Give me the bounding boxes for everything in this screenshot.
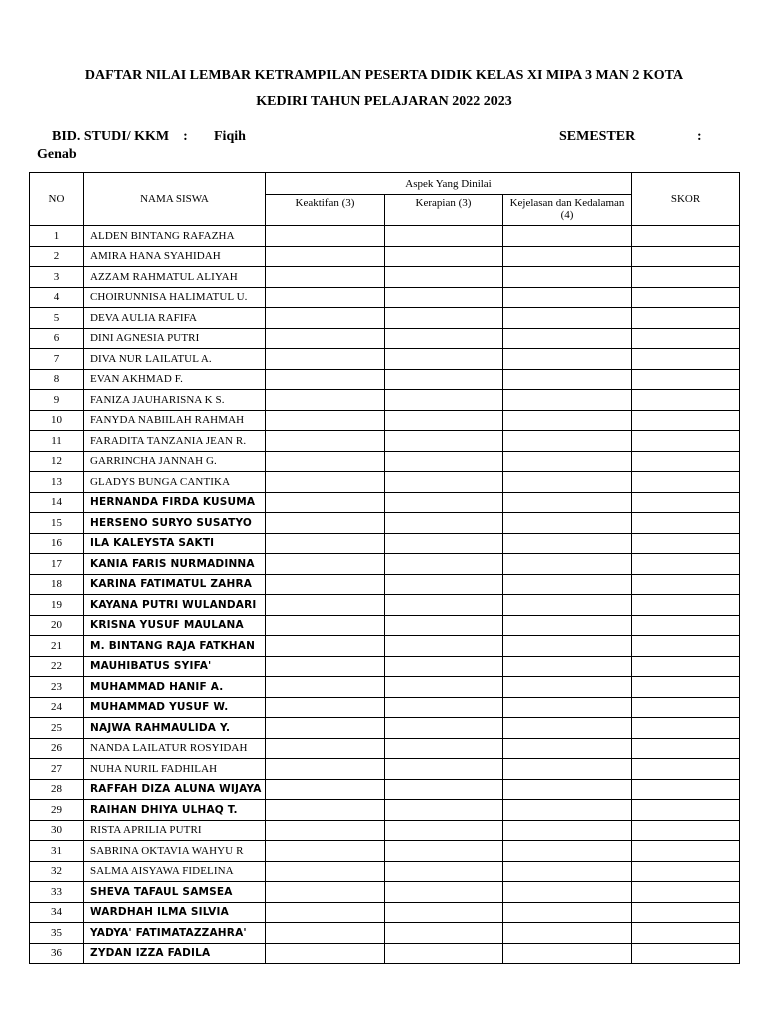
activeness-cell[interactable] bbox=[266, 615, 385, 636]
row-number: 28 bbox=[30, 779, 84, 800]
neatness-cell[interactable] bbox=[385, 472, 503, 493]
clarity-cell[interactable] bbox=[503, 718, 632, 739]
neatness-cell[interactable] bbox=[385, 308, 503, 329]
row-number: 34 bbox=[30, 902, 84, 923]
table-row bbox=[30, 656, 740, 677]
neatness-cell[interactable] bbox=[385, 902, 503, 923]
score-table bbox=[29, 172, 740, 964]
student-name: YADYA' FATIMATAZZAHRA' bbox=[84, 923, 266, 944]
clarity-cell[interactable] bbox=[503, 800, 632, 821]
clarity-cell[interactable] bbox=[503, 246, 632, 267]
neatness-cell[interactable] bbox=[385, 943, 503, 964]
student-name: MUHAMMAD HANIF A. bbox=[84, 677, 266, 698]
clarity-cell[interactable] bbox=[503, 595, 632, 616]
clarity-cell[interactable] bbox=[503, 390, 632, 411]
table-row bbox=[30, 759, 740, 780]
row-number: 23 bbox=[30, 677, 84, 698]
student-name: KANIA FARIS NURMADINNA bbox=[84, 554, 266, 575]
table-row bbox=[30, 390, 740, 411]
score-cell[interactable] bbox=[632, 656, 740, 677]
clarity-cell[interactable] bbox=[503, 472, 632, 493]
activeness-cell[interactable] bbox=[266, 328, 385, 349]
neatness-cell[interactable] bbox=[385, 328, 503, 349]
student-name: HERNANDA FIRDA KUSUMA bbox=[84, 492, 266, 513]
student-name: ALDEN BINTANG RAFAZHA bbox=[84, 226, 266, 247]
clarity-cell[interactable] bbox=[503, 533, 632, 554]
neatness-cell[interactable] bbox=[385, 841, 503, 862]
row-number: 22 bbox=[30, 656, 84, 677]
row-number: 16 bbox=[30, 533, 84, 554]
clarity-cell[interactable] bbox=[503, 902, 632, 923]
table-row bbox=[30, 882, 740, 903]
score-cell[interactable] bbox=[632, 882, 740, 903]
activeness-cell[interactable] bbox=[266, 410, 385, 431]
clarity-cell[interactable] bbox=[503, 287, 632, 308]
student-name: RAIHAN DHIYA ULHAQ T. bbox=[84, 800, 266, 821]
neatness-cell[interactable] bbox=[385, 677, 503, 698]
score-cell[interactable] bbox=[632, 820, 740, 841]
neatness-cell[interactable] bbox=[385, 615, 503, 636]
student-name: KRISNA YUSUF MAULANA bbox=[84, 615, 266, 636]
neatness-cell[interactable] bbox=[385, 882, 503, 903]
neatness-cell[interactable] bbox=[385, 513, 503, 534]
neatness-cell[interactable] bbox=[385, 554, 503, 575]
table-row bbox=[30, 923, 740, 944]
row-number: 9 bbox=[30, 390, 84, 411]
table-row bbox=[30, 410, 740, 431]
student-name: DEVA AULIA RAFIFA bbox=[84, 308, 266, 329]
activeness-cell[interactable] bbox=[266, 800, 385, 821]
header-assessed-aspects: Aspek Yang Dinilai bbox=[266, 173, 632, 195]
clarity-cell[interactable] bbox=[503, 882, 632, 903]
score-cell[interactable] bbox=[632, 431, 740, 452]
activeness-cell[interactable] bbox=[266, 636, 385, 657]
row-number: 27 bbox=[30, 759, 84, 780]
row-number: 12 bbox=[30, 451, 84, 472]
table-row bbox=[30, 738, 740, 759]
semester-colon: : bbox=[697, 129, 702, 144]
score-cell[interactable] bbox=[632, 554, 740, 575]
neatness-cell[interactable] bbox=[385, 369, 503, 390]
score-cell[interactable] bbox=[632, 472, 740, 493]
neatness-cell[interactable] bbox=[385, 349, 503, 370]
table-row bbox=[30, 287, 740, 308]
row-number: 15 bbox=[30, 513, 84, 534]
activeness-cell[interactable] bbox=[266, 226, 385, 247]
score-cell[interactable] bbox=[632, 451, 740, 472]
neatness-cell[interactable] bbox=[385, 533, 503, 554]
neatness-cell[interactable] bbox=[385, 800, 503, 821]
header-student-name: NAMA SISWA bbox=[84, 173, 266, 226]
header-clarity-depth: Kejelasan dan Kedalaman (4) bbox=[503, 195, 632, 226]
activeness-cell[interactable] bbox=[266, 779, 385, 800]
activeness-cell[interactable] bbox=[266, 472, 385, 493]
activeness-cell[interactable] bbox=[266, 738, 385, 759]
header-neatness: Kerapian (3) bbox=[385, 195, 503, 226]
row-number: 25 bbox=[30, 718, 84, 739]
activeness-cell[interactable] bbox=[266, 246, 385, 267]
neatness-cell[interactable] bbox=[385, 431, 503, 452]
table-row bbox=[30, 472, 740, 493]
row-number: 1 bbox=[30, 226, 84, 247]
student-name: FANIZA JAUHARISNA K S. bbox=[84, 390, 266, 411]
clarity-cell[interactable] bbox=[503, 861, 632, 882]
table-row bbox=[30, 226, 740, 247]
row-number: 36 bbox=[30, 943, 84, 964]
header-score: SKOR bbox=[632, 173, 740, 226]
row-number: 18 bbox=[30, 574, 84, 595]
clarity-cell[interactable] bbox=[503, 656, 632, 677]
activeness-cell[interactable] bbox=[266, 308, 385, 329]
table-row bbox=[30, 697, 740, 718]
document-title-line2: KEDIRI TAHUN PELAJARAN 2022 2023 bbox=[256, 94, 512, 109]
score-cell[interactable] bbox=[632, 513, 740, 534]
neatness-cell[interactable] bbox=[385, 226, 503, 247]
clarity-cell[interactable] bbox=[503, 759, 632, 780]
score-cell[interactable] bbox=[632, 902, 740, 923]
row-number: 7 bbox=[30, 349, 84, 370]
table-row bbox=[30, 677, 740, 698]
row-number: 10 bbox=[30, 410, 84, 431]
table-row bbox=[30, 800, 740, 821]
table-row bbox=[30, 574, 740, 595]
clarity-cell[interactable] bbox=[503, 738, 632, 759]
table-row bbox=[30, 943, 740, 964]
row-number: 4 bbox=[30, 287, 84, 308]
activeness-cell[interactable] bbox=[266, 287, 385, 308]
student-name: GLADYS BUNGA CANTIKA bbox=[84, 472, 266, 493]
activeness-cell[interactable] bbox=[266, 697, 385, 718]
table-row bbox=[30, 595, 740, 616]
neatness-cell[interactable] bbox=[385, 738, 503, 759]
student-name: M. BINTANG RAJA FATKHAN bbox=[84, 636, 266, 657]
clarity-cell[interactable] bbox=[503, 267, 632, 288]
neatness-cell[interactable] bbox=[385, 861, 503, 882]
clarity-cell[interactable] bbox=[503, 615, 632, 636]
neatness-cell[interactable] bbox=[385, 287, 503, 308]
subject-label: BID. STUDI/ KKM : bbox=[52, 129, 188, 144]
activeness-cell[interactable] bbox=[266, 882, 385, 903]
table-row bbox=[30, 636, 740, 657]
activeness-cell[interactable] bbox=[266, 492, 385, 513]
score-cell[interactable] bbox=[632, 595, 740, 616]
activeness-cell[interactable] bbox=[266, 759, 385, 780]
row-number: 35 bbox=[30, 923, 84, 944]
clarity-cell[interactable] bbox=[503, 513, 632, 534]
neatness-cell[interactable] bbox=[385, 656, 503, 677]
score-cell[interactable] bbox=[632, 369, 740, 390]
row-number: 14 bbox=[30, 492, 84, 513]
student-name: SHEVA TAFAUL SAMSEA bbox=[84, 882, 266, 903]
row-number: 30 bbox=[30, 820, 84, 841]
clarity-cell[interactable] bbox=[503, 697, 632, 718]
table-row bbox=[30, 820, 740, 841]
table-row bbox=[30, 615, 740, 636]
student-name: FARADITA TANZANIA JEAN R. bbox=[84, 431, 266, 452]
clarity-cell[interactable] bbox=[503, 492, 632, 513]
activeness-cell[interactable] bbox=[266, 574, 385, 595]
table-row bbox=[30, 861, 740, 882]
score-cell[interactable] bbox=[632, 246, 740, 267]
score-cell[interactable] bbox=[632, 943, 740, 964]
table-row bbox=[30, 328, 740, 349]
header-activeness: Keaktifan (3) bbox=[266, 195, 385, 226]
row-number: 13 bbox=[30, 472, 84, 493]
score-cell[interactable] bbox=[632, 759, 740, 780]
activeness-cell[interactable] bbox=[266, 513, 385, 534]
clarity-cell[interactable] bbox=[503, 410, 632, 431]
score-cell[interactable] bbox=[632, 308, 740, 329]
activeness-cell[interactable] bbox=[266, 820, 385, 841]
score-cell[interactable] bbox=[632, 718, 740, 739]
clarity-cell[interactable] bbox=[503, 943, 632, 964]
clarity-cell[interactable] bbox=[503, 841, 632, 862]
activeness-cell[interactable] bbox=[266, 431, 385, 452]
activeness-cell[interactable] bbox=[266, 841, 385, 862]
neatness-cell[interactable] bbox=[385, 246, 503, 267]
neatness-cell[interactable] bbox=[385, 390, 503, 411]
student-name: RAFFAH DIZA ALUNA WIJAYA bbox=[84, 779, 266, 800]
score-cell[interactable] bbox=[632, 800, 740, 821]
table-row bbox=[30, 369, 740, 390]
row-number: 3 bbox=[30, 267, 84, 288]
row-number: 24 bbox=[30, 697, 84, 718]
score-cell[interactable] bbox=[632, 615, 740, 636]
score-cell[interactable] bbox=[632, 349, 740, 370]
activeness-cell[interactable] bbox=[266, 677, 385, 698]
activeness-cell[interactable] bbox=[266, 902, 385, 923]
activeness-cell[interactable] bbox=[266, 861, 385, 882]
score-cell[interactable] bbox=[632, 410, 740, 431]
student-rows bbox=[30, 226, 740, 964]
student-name: DINI AGNESIA PUTRI bbox=[84, 328, 266, 349]
neatness-cell[interactable] bbox=[385, 820, 503, 841]
student-name: ZYDAN IZZA FADILA bbox=[84, 943, 266, 964]
row-number: 21 bbox=[30, 636, 84, 657]
header-no: NO bbox=[30, 173, 84, 226]
row-number: 17 bbox=[30, 554, 84, 575]
clarity-cell[interactable] bbox=[503, 574, 632, 595]
semester-value: Genab bbox=[37, 147, 77, 162]
table-row bbox=[30, 554, 740, 575]
score-cell[interactable] bbox=[632, 861, 740, 882]
neatness-cell[interactable] bbox=[385, 636, 503, 657]
student-name: HERSENO SURYO SUSATYO bbox=[84, 513, 266, 534]
neatness-cell[interactable] bbox=[385, 492, 503, 513]
row-number: 8 bbox=[30, 369, 84, 390]
score-cell[interactable] bbox=[632, 533, 740, 554]
student-name: GARRINCHA JANNAH G. bbox=[84, 451, 266, 472]
row-number: 32 bbox=[30, 861, 84, 882]
clarity-cell[interactable] bbox=[503, 820, 632, 841]
student-name: FANYDA NABIILAH RAHMAH bbox=[84, 410, 266, 431]
student-name: AZZAM RAHMATUL ALIYAH bbox=[84, 267, 266, 288]
score-cell[interactable] bbox=[632, 738, 740, 759]
clarity-cell[interactable] bbox=[503, 308, 632, 329]
student-name: NUHA NURIL FADHILAH bbox=[84, 759, 266, 780]
table-row bbox=[30, 431, 740, 452]
clarity-cell[interactable] bbox=[503, 226, 632, 247]
activeness-cell[interactable] bbox=[266, 451, 385, 472]
activeness-cell[interactable] bbox=[266, 554, 385, 575]
activeness-cell[interactable] bbox=[266, 943, 385, 964]
table-row bbox=[30, 841, 740, 862]
activeness-cell[interactable] bbox=[266, 369, 385, 390]
score-cell[interactable] bbox=[632, 677, 740, 698]
row-number: 33 bbox=[30, 882, 84, 903]
score-cell[interactable] bbox=[632, 287, 740, 308]
activeness-cell[interactable] bbox=[266, 718, 385, 739]
activeness-cell[interactable] bbox=[266, 267, 385, 288]
row-number: 19 bbox=[30, 595, 84, 616]
subject-value: Fiqih bbox=[214, 129, 246, 144]
table-row bbox=[30, 246, 740, 267]
clarity-cell[interactable] bbox=[503, 431, 632, 452]
neatness-cell[interactable] bbox=[385, 595, 503, 616]
score-cell[interactable] bbox=[632, 390, 740, 411]
activeness-cell[interactable] bbox=[266, 390, 385, 411]
clarity-cell[interactable] bbox=[503, 677, 632, 698]
semester-label: SEMESTER bbox=[559, 129, 636, 144]
score-cell[interactable] bbox=[632, 492, 740, 513]
score-cell[interactable] bbox=[632, 841, 740, 862]
clarity-cell[interactable] bbox=[503, 349, 632, 370]
neatness-cell[interactable] bbox=[385, 697, 503, 718]
neatness-cell[interactable] bbox=[385, 410, 503, 431]
neatness-cell[interactable] bbox=[385, 574, 503, 595]
table-row bbox=[30, 492, 740, 513]
student-name: EVAN AKHMAD F. bbox=[84, 369, 266, 390]
student-name: NANDA LAILATUR ROSYIDAH bbox=[84, 738, 266, 759]
activeness-cell[interactable] bbox=[266, 656, 385, 677]
document-title-line1: DAFTAR NILAI LEMBAR KETRAMPILAN PESERTA DIDIK KELAS XI MIPA 3 MAN 2 KOTA bbox=[84, 68, 684, 83]
table-row bbox=[30, 779, 740, 800]
table-row bbox=[30, 718, 740, 739]
neatness-cell[interactable] bbox=[385, 779, 503, 800]
student-name: WARDHAH ILMA SILVIA bbox=[84, 902, 266, 923]
clarity-cell[interactable] bbox=[503, 369, 632, 390]
score-cell[interactable] bbox=[632, 574, 740, 595]
clarity-cell[interactable] bbox=[503, 328, 632, 349]
clarity-cell[interactable] bbox=[503, 779, 632, 800]
neatness-cell[interactable] bbox=[385, 718, 503, 739]
row-number: 11 bbox=[30, 431, 84, 452]
student-name: RISTA APRILIA PUTRI bbox=[84, 820, 266, 841]
score-cell[interactable] bbox=[632, 267, 740, 288]
clarity-cell[interactable] bbox=[503, 554, 632, 575]
table-row bbox=[30, 902, 740, 923]
table-row bbox=[30, 513, 740, 534]
score-cell[interactable] bbox=[632, 636, 740, 657]
neatness-cell[interactable] bbox=[385, 759, 503, 780]
neatness-cell[interactable] bbox=[385, 267, 503, 288]
clarity-cell[interactable] bbox=[503, 923, 632, 944]
student-name: CHOIRUNNISA HALIMATUL U. bbox=[84, 287, 266, 308]
neatness-cell[interactable] bbox=[385, 451, 503, 472]
row-number: 2 bbox=[30, 246, 84, 267]
student-name: DIVA NUR LAILATUL A. bbox=[84, 349, 266, 370]
clarity-cell[interactable] bbox=[503, 451, 632, 472]
score-cell[interactable] bbox=[632, 226, 740, 247]
student-name: ILA KALEYSTA SAKTI bbox=[84, 533, 266, 554]
score-cell[interactable] bbox=[632, 779, 740, 800]
activeness-cell[interactable] bbox=[266, 349, 385, 370]
student-name: AMIRA HANA SYAHIDAH bbox=[84, 246, 266, 267]
row-number: 20 bbox=[30, 615, 84, 636]
student-name: MAUHIBATUS SYIFA' bbox=[84, 656, 266, 677]
row-number: 31 bbox=[30, 841, 84, 862]
table-row bbox=[30, 308, 740, 329]
neatness-cell[interactable] bbox=[385, 923, 503, 944]
table-row bbox=[30, 349, 740, 370]
student-name: SABRINA OKTAVIA WAHYU R bbox=[84, 841, 266, 862]
score-cell[interactable] bbox=[632, 923, 740, 944]
score-cell[interactable] bbox=[632, 697, 740, 718]
row-number: 26 bbox=[30, 738, 84, 759]
row-number: 29 bbox=[30, 800, 84, 821]
clarity-cell[interactable] bbox=[503, 636, 632, 657]
student-name: KARINA FATIMATUL ZAHRA bbox=[84, 574, 266, 595]
score-cell[interactable] bbox=[632, 328, 740, 349]
student-name: SALMA AISYAWA FIDELINA bbox=[84, 861, 266, 882]
table-row bbox=[30, 267, 740, 288]
student-name: KAYANA PUTRI WULANDARI bbox=[84, 595, 266, 616]
activeness-cell[interactable] bbox=[266, 923, 385, 944]
student-name: MUHAMMAD YUSUF W. bbox=[84, 697, 266, 718]
student-name: NAJWA RAHMAULIDA Y. bbox=[84, 718, 266, 739]
row-number: 6 bbox=[30, 328, 84, 349]
activeness-cell[interactable] bbox=[266, 595, 385, 616]
row-number: 5 bbox=[30, 308, 84, 329]
table-row bbox=[30, 451, 740, 472]
table-row bbox=[30, 533, 740, 554]
activeness-cell[interactable] bbox=[266, 533, 385, 554]
